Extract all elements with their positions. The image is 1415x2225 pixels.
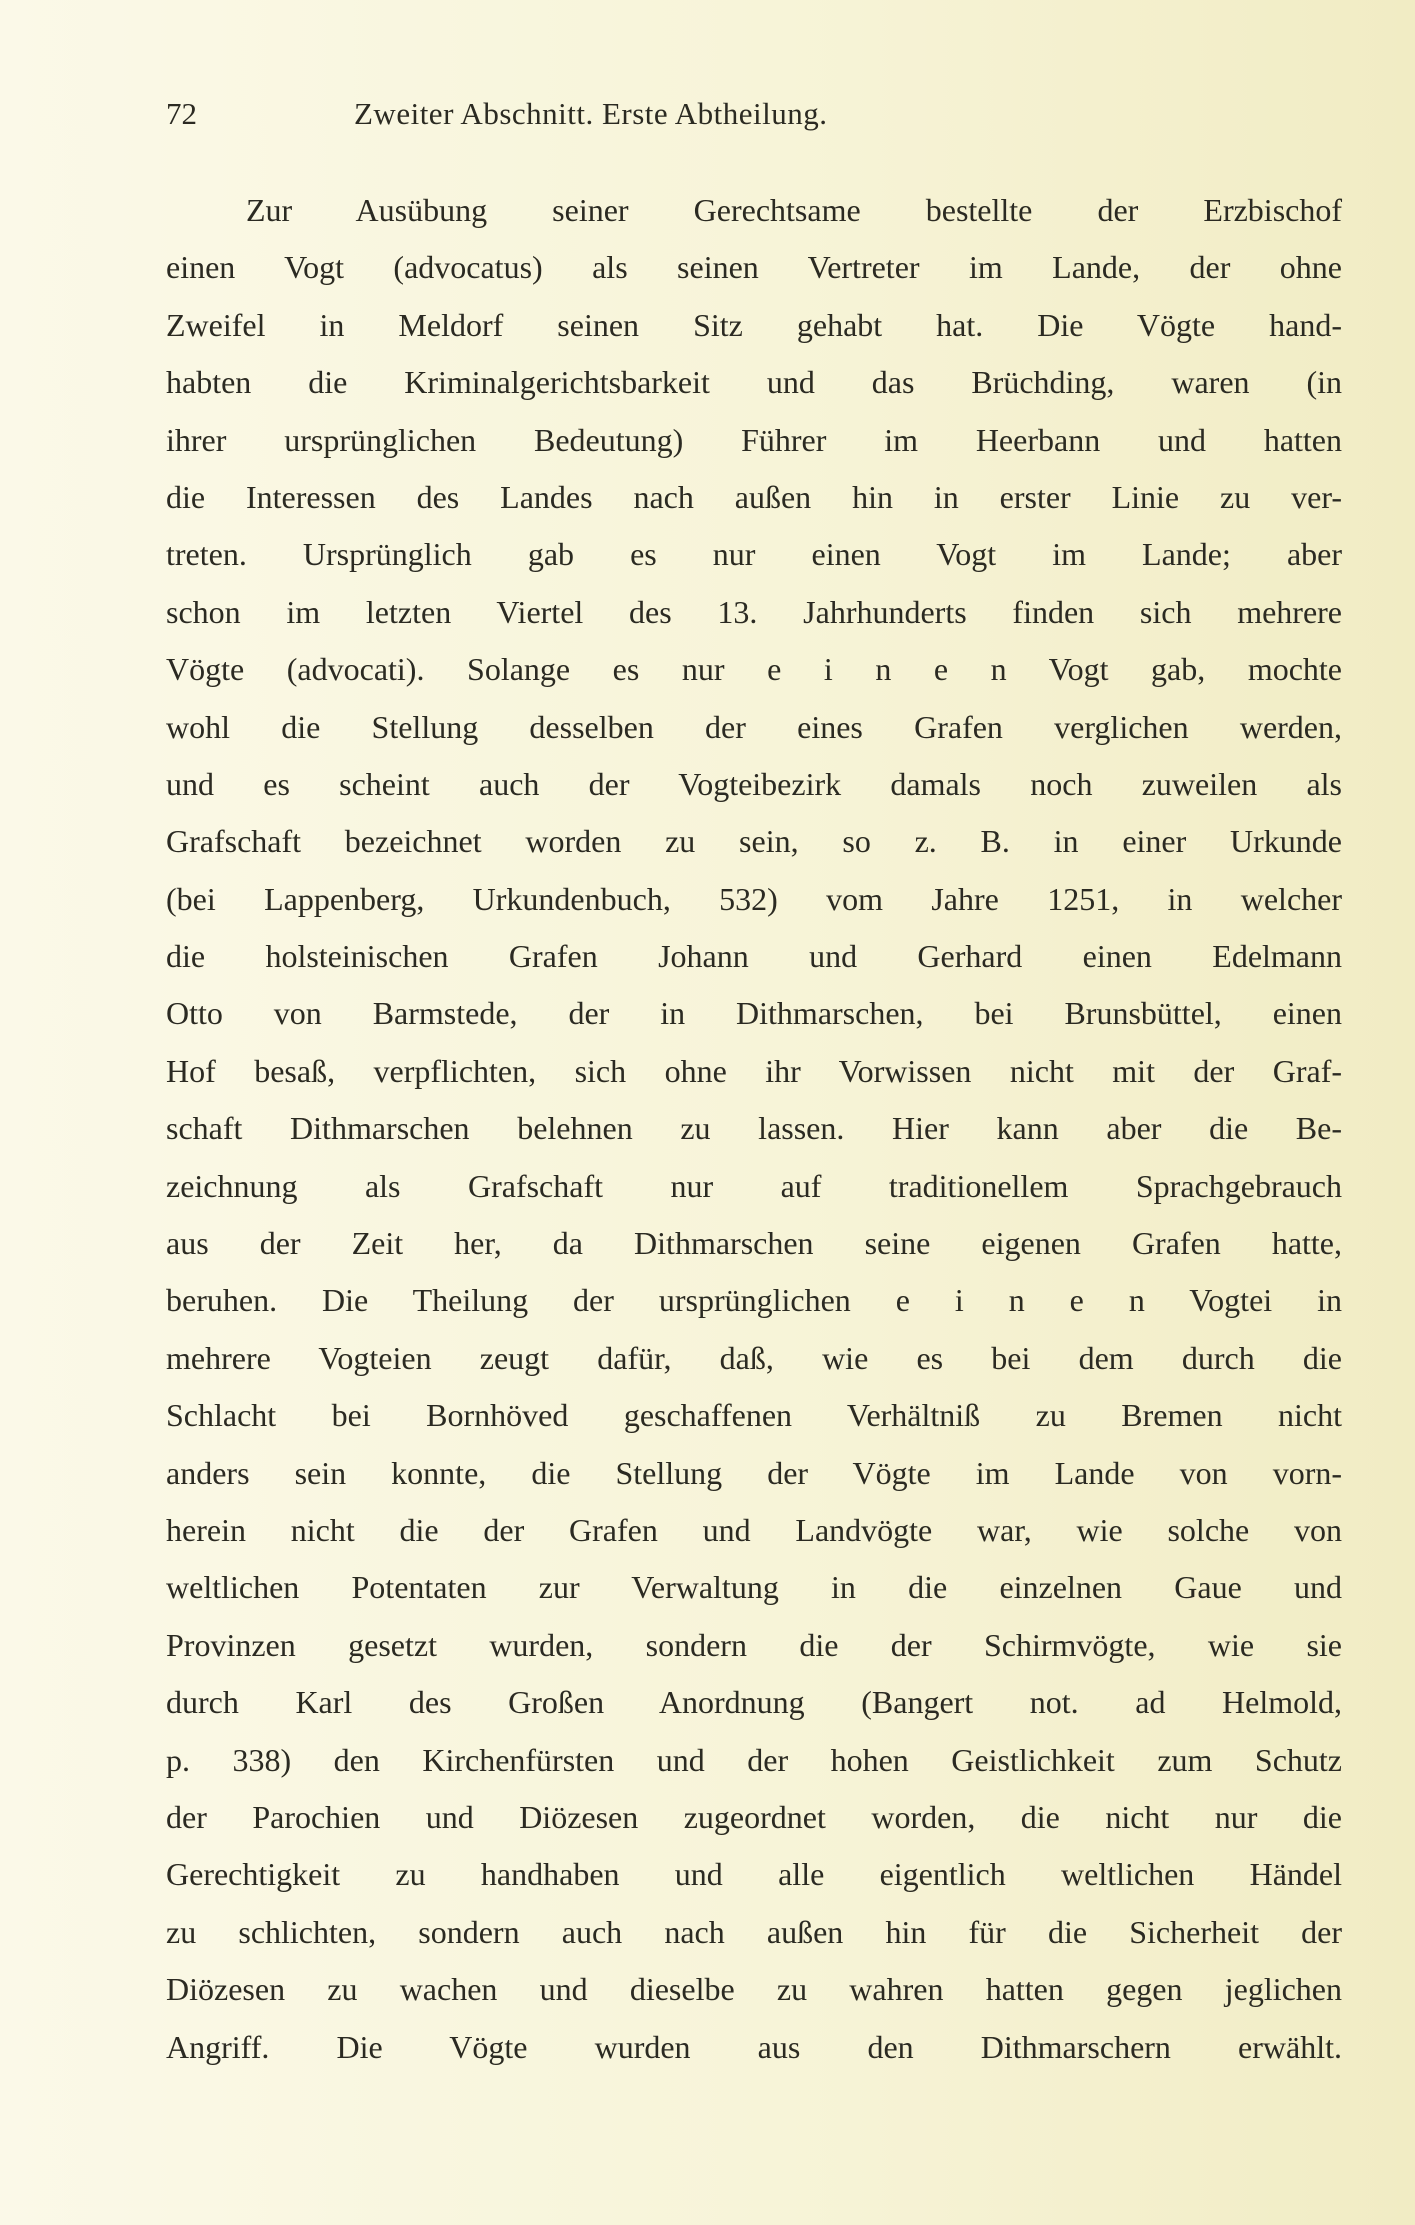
text-line: schon im letzten Viertel des 13. Jahrhunderts finden sich mehrere — [166, 593, 1342, 630]
text-line: Zur Ausübung seiner Gerechtsame bestellte der Erzbischof — [246, 192, 1342, 228]
text-line: Vögte (advocati). Solange es nur e i n e n Vogt gab, mochte — [166, 651, 1342, 688]
text-line: Grafschaft bezeichnet worden zu sein, so z. B. in einer Urkunde — [166, 823, 1342, 860]
text-line: einen Vogt (advocatus) als seinen Vertreter im Lande, der ohne — [166, 249, 1342, 286]
text-line: herein nicht die der Grafen und Landvögte war, wie solche von — [166, 1511, 1342, 1548]
text-line: Hof besaß, verpflichten, sich ohne ihr Vorwissen nicht mit der Graf- — [166, 1052, 1342, 1089]
running-head: Zweiter Abschnitt. Erste Abtheilung. — [354, 96, 828, 131]
text-line: Otto von Barmstede, der in Dithmarschen, bei Brunsbüttel, einen — [166, 995, 1342, 1032]
text-line: wohl die Stellung desselben der eines Grafen verglichen werden, — [166, 708, 1342, 745]
text-line: Angriff. Die Vögte wurden aus den Dithmarschern erwählt. — [166, 2028, 1342, 2065]
text-line: ihrer ursprünglichen Bedeutung) Führer im Heerbann und hatten — [166, 421, 1342, 458]
text-line: Zweifel in Meldorf seinen Sitz gehabt hat. Die Vögte hand- — [166, 306, 1342, 343]
text-line: durch Karl des Großen Anordnung (Bangert not. ad Helmold, — [166, 1684, 1342, 1721]
text-line: und es scheint auch der Vogteibezirk damals noch zuweilen als — [166, 765, 1342, 802]
text-line: mehrere Vogteien zeugt dafür, daß, wie es bei dem durch die — [166, 1339, 1342, 1376]
text-line: treten. Ursprünglich gab es nur einen Vogt im Lande; aber — [166, 536, 1342, 573]
text-line: zeichnung als Grafschaft nur auf traditionellem Sprachgebrauch — [166, 1167, 1342, 1204]
text-line: Gerechtigkeit zu handhaben und alle eigentlich weltlichen Händel — [166, 1856, 1342, 1893]
text-line: die Interessen des Landes nach außen hin in erster Linie zu ver- — [166, 478, 1342, 515]
text-line: schaft Dithmarschen belehnen zu lassen. Hier kann aber die Be- — [166, 1110, 1342, 1147]
text-line: beruhen. Die Theilung der ursprünglichen e i n e n Vogtei in — [166, 1282, 1342, 1319]
text-line: p. 338) den Kirchenfürsten und der hohen Geistlichkeit zum Schutz — [166, 1741, 1342, 1778]
text-line: weltlichen Potentaten zur Verwaltung in die einzelnen Gaue und — [166, 1569, 1342, 1606]
text-line: Schlacht bei Bornhöved geschaffenen Verhältniß zu Bremen nicht — [166, 1397, 1342, 1434]
text-line: die holsteinischen Grafen Johann und Gerhard einen Edelmann — [166, 938, 1342, 975]
text-line: Diözesen zu wachen und dieselbe zu wahren hatten gegen jeglichen — [166, 1971, 1342, 2008]
text-line: Provinzen gesetzt wurden, sondern die der Schirmvögte, wie sie — [166, 1626, 1342, 1663]
text-line: (bei Lappenberg, Urkundenbuch, 532) vom Jahre 1251, in welcher — [166, 880, 1342, 917]
page-header — [166, 96, 1341, 140]
page-number: 72 — [166, 96, 197, 131]
text-line: der Parochien und Diözesen zugeordnet worden, die nicht nur die — [166, 1798, 1342, 1835]
text-line: anders sein konnte, die Stellung der Vögte im Lande von vorn- — [166, 1454, 1342, 1491]
body-text — [166, 182, 1342, 2076]
text-line: aus der Zeit her, da Dithmarschen seine eigenen Grafen hatte, — [166, 1225, 1342, 1262]
text-line: zu schlichten, sondern auch nach außen hin für die Sicherheit der — [166, 1913, 1342, 1950]
text-line: habten die Kriminalgerichtsbarkeit und das Brüchding, waren (in — [166, 364, 1342, 401]
